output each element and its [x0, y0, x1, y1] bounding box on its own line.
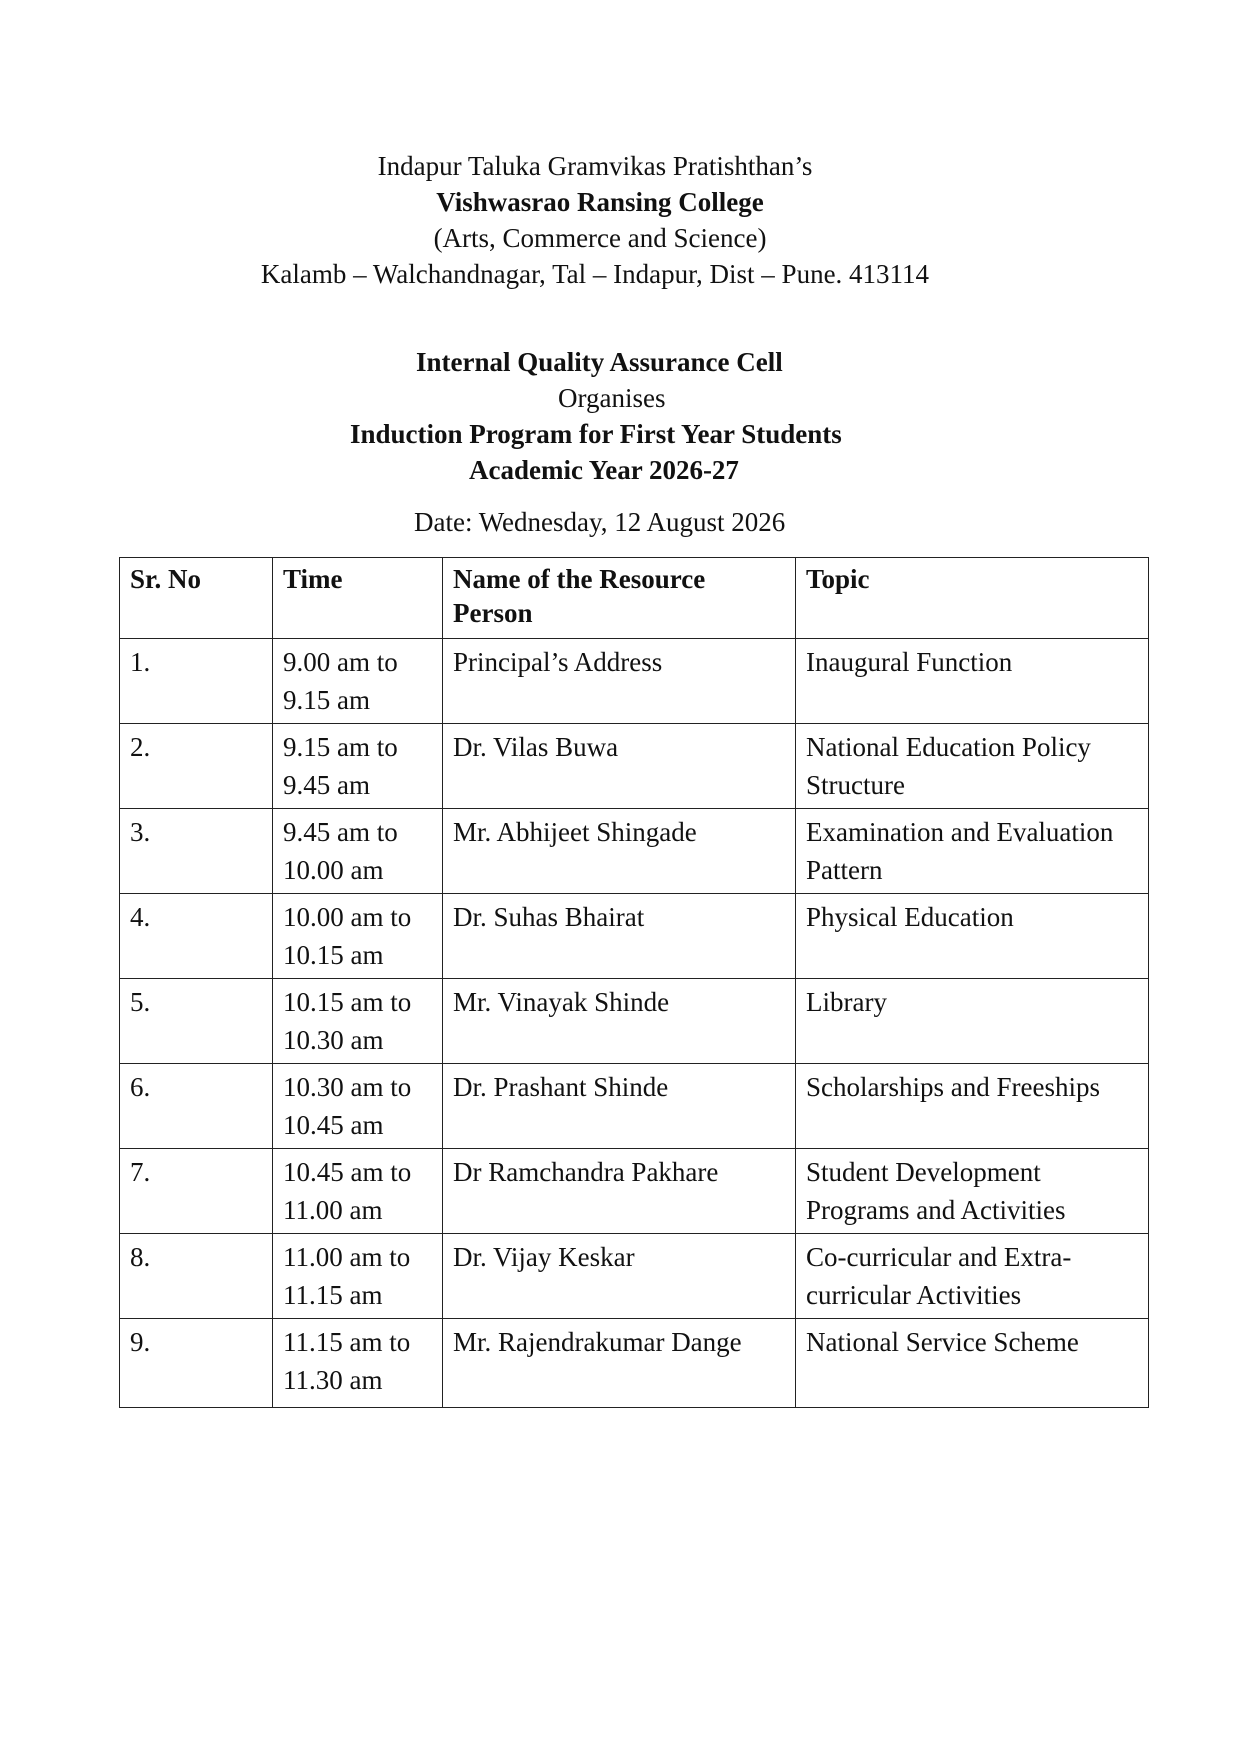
sr-cell: 8. — [120, 1234, 273, 1319]
table-row — [120, 1234, 1149, 1319]
time-cell: 10.15 am to 10.30 am — [273, 979, 443, 1064]
topic-cell: Physical Education — [796, 894, 1149, 979]
time-cell: 10.00 am to 10.15 am — [273, 894, 443, 979]
header-topic: Topic — [796, 558, 1149, 639]
college-streams: (Arts, Commerce and Science) — [433, 223, 767, 253]
person-cell: Mr. Rajendrakumar Dange — [443, 1319, 796, 1408]
person-cell: Principal’s Address — [443, 639, 796, 724]
sr-cell: 4. — [120, 894, 273, 979]
time-cell: 10.30 am to 10.45 am — [273, 1064, 443, 1149]
topic-cell: Scholarships and Freeships — [796, 1064, 1149, 1149]
sr-cell: 7. — [120, 1149, 273, 1234]
header-resource-person: Name of the Resource Person — [443, 558, 796, 639]
person-cell: Dr Ramchandra Pakhare — [443, 1149, 796, 1234]
sr-cell: 3. — [120, 809, 273, 894]
person-cell: Mr. Abhijeet Shingade — [443, 809, 796, 894]
person-cell: Dr. Prashant Shinde — [443, 1064, 796, 1149]
table-row — [120, 1064, 1149, 1149]
sr-cell: 2. — [120, 724, 273, 809]
topic-cell: Student Development Programs and Activities — [796, 1149, 1149, 1234]
organizer-name: Internal Quality Assurance Cell — [416, 347, 783, 377]
table-row — [120, 894, 1149, 979]
college-header — [0, 148, 1180, 292]
time-cell: 9.45 am to 10.00 am — [273, 809, 443, 894]
table-row — [120, 724, 1149, 809]
sr-cell: 9. — [120, 1319, 273, 1408]
topic-cell: National Education Policy Structure — [796, 724, 1149, 809]
topic-cell: Inaugural Function — [796, 639, 1149, 724]
organises-label: Organises — [558, 383, 666, 413]
table-row — [120, 1319, 1149, 1408]
sr-cell: 6. — [120, 1064, 273, 1149]
time-cell: 10.45 am to 11.00 am — [273, 1149, 443, 1234]
table-row — [120, 979, 1149, 1064]
topic-cell: Co-curricular and Extra-curricular Activities — [796, 1234, 1149, 1319]
time-cell: 9.15 am to 9.45 am — [273, 724, 443, 809]
topic-cell: Examination and Evaluation Pattern — [796, 809, 1149, 894]
program-date: Date: Wednesday, 12 August 2026 — [414, 507, 786, 537]
trust-name: Indapur Taluka Gramvikas Pratishthan’s — [377, 151, 813, 181]
time-cell: 9.00 am to 9.15 am — [273, 639, 443, 724]
topic-cell: Library — [796, 979, 1149, 1064]
college-address: Kalamb – Walchandnagar, Tal – Indapur, Dist – Pune. 413114 — [260, 259, 930, 289]
person-cell: Mr. Vinayak Shinde — [443, 979, 796, 1064]
sr-cell: 5. — [120, 979, 273, 1064]
schedule-table — [119, 557, 1149, 1408]
sr-cell: 1. — [120, 639, 273, 724]
table-row — [120, 1149, 1149, 1234]
table-header-row — [120, 558, 1149, 639]
academic-year: Academic Year 2026-27 — [469, 455, 739, 485]
person-cell: Dr. Vilas Buwa — [443, 724, 796, 809]
header-time: Time — [273, 558, 443, 639]
table-row — [120, 639, 1149, 724]
header-sr-no: Sr. No — [120, 558, 273, 639]
table-row — [120, 809, 1149, 894]
program-title: Induction Program for First Year Students — [350, 419, 842, 449]
person-cell: Dr. Vijay Keskar — [443, 1234, 796, 1319]
topic-cell: National Service Scheme — [796, 1319, 1149, 1408]
college-name: Vishwasrao Ransing College — [436, 187, 764, 217]
person-cell: Dr. Suhas Bhairat — [443, 894, 796, 979]
time-cell: 11.00 am to 11.15 am — [273, 1234, 443, 1319]
time-cell: 11.15 am to 11.30 am — [273, 1319, 443, 1408]
